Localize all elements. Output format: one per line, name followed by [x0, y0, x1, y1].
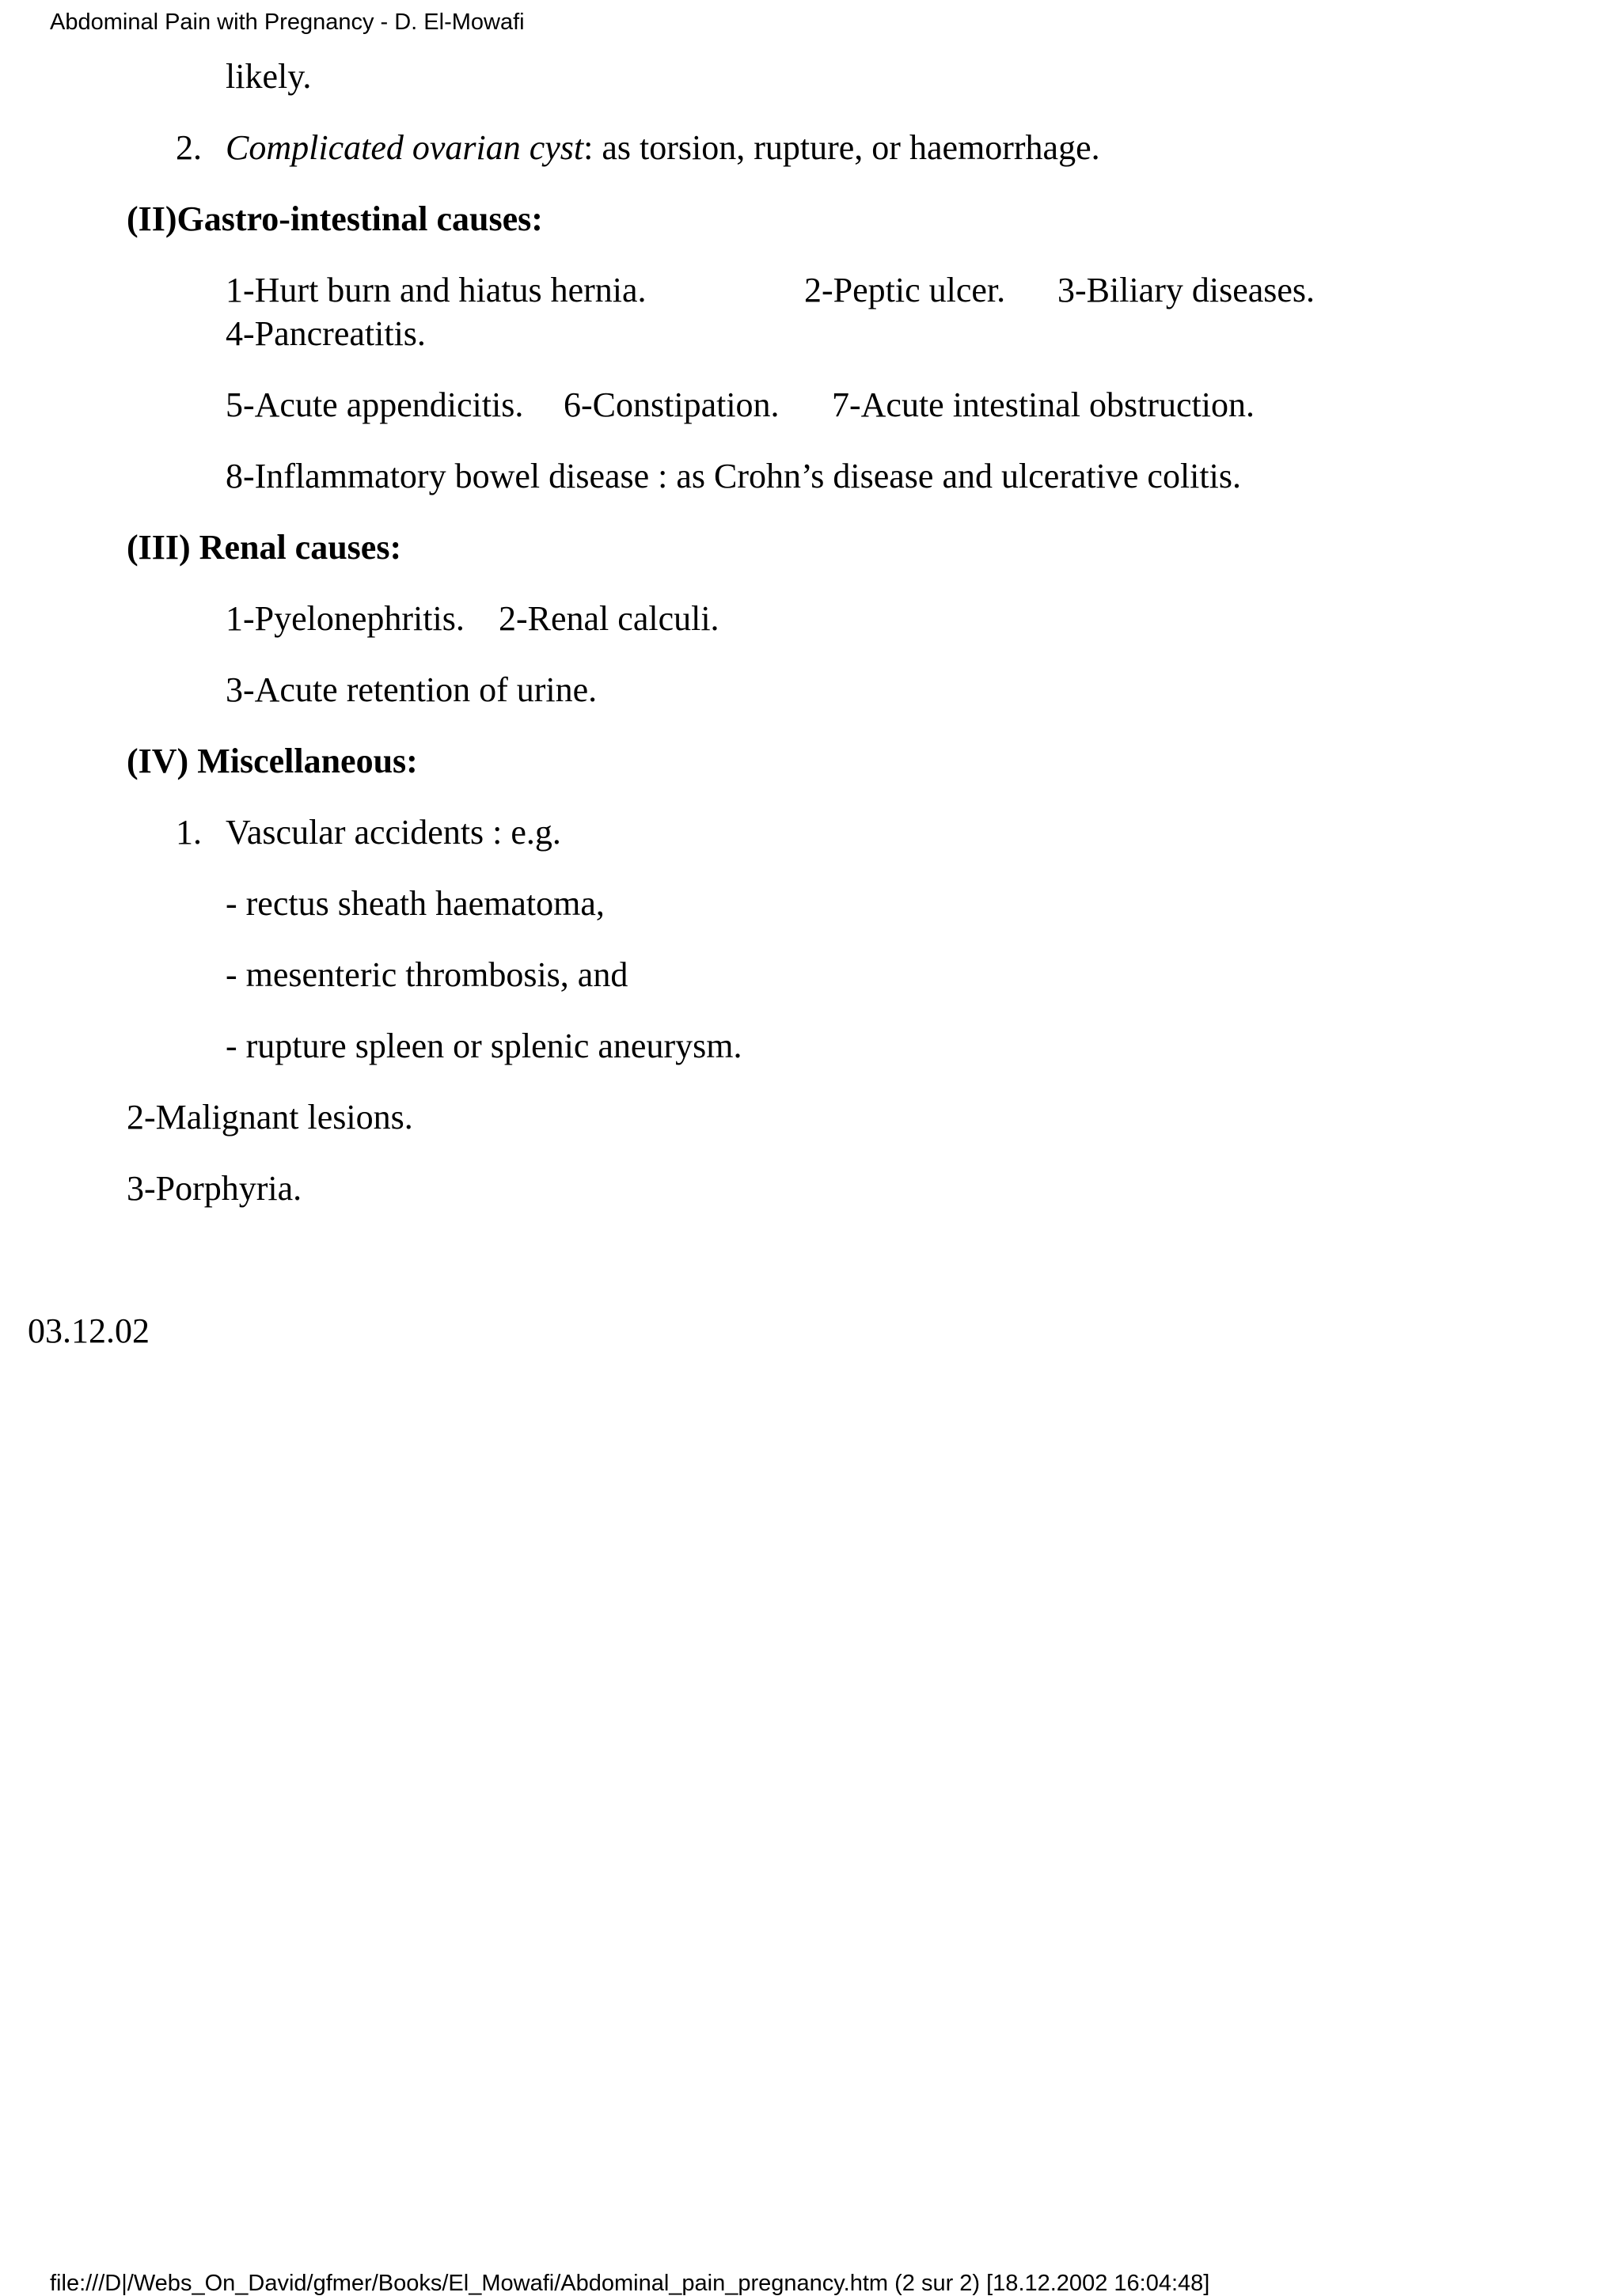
list-number: 1. — [176, 813, 202, 852]
sub-list-item: - rupture spleen or splenic aneurysm. — [226, 1027, 742, 1065]
list-item-continuation: likely. — [226, 57, 312, 96]
item-description: : as torsion, rupture, or haemorrhage. — [583, 128, 1100, 167]
sub-list-item: - rectus sheath haematoma, — [226, 884, 605, 923]
list-item: 2-Peptic ulcer. — [804, 271, 1006, 309]
list-item-text: Vascular accidents : e.g. — [226, 813, 561, 852]
list-item: 1-Hurt burn and hiatus hernia. — [226, 271, 647, 309]
list-item: 5-Acute appendicitis. — [226, 385, 524, 424]
list-item: 4-Pancreatitis. — [226, 314, 426, 353]
list-item: 2-Renal calculi. — [499, 599, 719, 638]
section-heading-miscellaneous: (IV) Miscellaneous: — [127, 742, 418, 780]
list-item: 3-Acute retention of urine. — [226, 670, 598, 709]
list-item-text — [226, 128, 1100, 167]
list-item: 7-Acute intestinal obstruction. — [832, 385, 1255, 424]
list-item: 3-Biliary diseases. — [1057, 271, 1315, 309]
list-number: 2. — [176, 128, 202, 167]
list-item: 1-Pyelonephritis. — [226, 599, 465, 638]
list-item: 8-Inflammatory bowel disease : as Crohn’s disease and ulcerative colitis. — [226, 457, 1241, 495]
section-heading-gastrointestinal: (II)Gastro-intestinal causes: — [127, 199, 543, 238]
sub-list-item: - mesenteric thrombosis, and — [226, 955, 628, 994]
item-term: Complicated ovarian cyst — [226, 128, 584, 167]
section-heading-renal: (III) Renal causes: — [127, 528, 402, 567]
document-date: 03.12.02 — [28, 1311, 150, 1350]
list-item: 3-Porphyria. — [127, 1169, 302, 1208]
list-item: 6-Constipation. — [564, 385, 780, 424]
page-header-title: Abdominal Pain with Pregnancy - D. El-Mowafi — [50, 9, 525, 35]
list-item: 2-Malignant lesions. — [127, 1098, 413, 1137]
page-footer-path: file:///D|/Webs_On_David/gfmer/Books/El_Mowafi/Abdominal_pain_pregnancy.htm (2 sur 2) [18.12.2002 16:04:48] — [50, 2271, 1210, 2296]
